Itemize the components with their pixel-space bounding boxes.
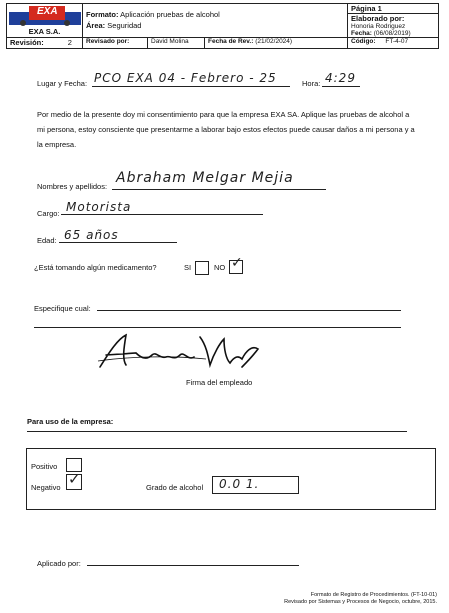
firma-label: Firma del empleado bbox=[186, 378, 253, 387]
signature-icon bbox=[96, 331, 262, 375]
formato-value: Aplicación pruebas de alcohol bbox=[120, 10, 220, 19]
area-label: Área: bbox=[86, 21, 106, 30]
nombre-line bbox=[112, 189, 326, 190]
revision-cell bbox=[7, 38, 83, 49]
footer-line-2: Revisado por Sistemas y Procesos de Negocio, octubre, 2015. bbox=[284, 599, 437, 605]
negativo-label: Negativo bbox=[31, 483, 61, 492]
no-checkmark: ✓ bbox=[231, 255, 244, 271]
medicamento-label: ¿Está tomando algún medicamento? bbox=[34, 263, 157, 272]
revision-value: 2 bbox=[67, 38, 72, 47]
si-label: SI bbox=[184, 263, 192, 272]
revisado-label-cell bbox=[83, 38, 148, 49]
cargo-value[interactable]: Motorista bbox=[66, 200, 132, 214]
footer-line-1: Formato de Registro de Procedimientos. (FT-10-01) bbox=[310, 592, 437, 598]
consent-text: Por medio de la presente doy mi consentimiento para que la empresa EXA SA. Aplique las pruebas de alcohol a mi persona, estoy consciente que presentarme a laborar bajo estos efectos puede causar daños a mi persona y a la empresa. bbox=[37, 110, 415, 149]
logo-text: EXA bbox=[37, 6, 58, 17]
fecha-value: (06/08/2019) bbox=[373, 30, 411, 37]
especifique-line-1 bbox=[97, 310, 401, 311]
lugar-value[interactable]: PCO EXA 04 - Febrero - 25 bbox=[94, 71, 277, 85]
fecha-label: Fecha: bbox=[351, 30, 372, 37]
edad-value[interactable]: 65 años bbox=[64, 228, 119, 242]
codigo-cell bbox=[348, 38, 439, 49]
especifique-line-2 bbox=[34, 327, 401, 328]
cargo-label: Cargo: bbox=[37, 209, 60, 218]
page-info-cell bbox=[348, 4, 439, 38]
edad-label: Edad: bbox=[37, 236, 57, 245]
fecha-rev-label: Fecha de Rev.: bbox=[208, 38, 254, 45]
hora-label: Hora: bbox=[302, 79, 321, 88]
cargo-line bbox=[61, 214, 263, 215]
empresa-line bbox=[27, 431, 407, 432]
no-label: NO bbox=[214, 263, 226, 272]
elaborado-name: Honoria Rodriguez bbox=[351, 23, 406, 30]
si-checkbox[interactable] bbox=[195, 261, 209, 275]
fecha-rev-value: (21/02/2024) bbox=[255, 38, 293, 45]
grado-field[interactable] bbox=[212, 476, 299, 494]
area-value: Seguridad bbox=[107, 21, 142, 30]
grado-label: Grado de alcohol bbox=[146, 483, 204, 492]
header-table bbox=[6, 3, 439, 49]
codigo-label: Código: bbox=[351, 38, 376, 45]
lugar-line bbox=[92, 86, 290, 87]
edad-line bbox=[59, 242, 177, 243]
grado-value: 0.0 1. bbox=[219, 477, 260, 491]
revision-label: Revisión: bbox=[10, 38, 44, 47]
negativo-checkmark: ✓ bbox=[68, 470, 82, 488]
revisado-value-cell bbox=[148, 38, 205, 49]
empresa-title: Para uso de la empresa: bbox=[27, 417, 114, 426]
negativo-checkbox[interactable] bbox=[66, 470, 82, 490]
nombre-label: Nombres y apellidos: bbox=[37, 182, 108, 191]
empresa-box bbox=[26, 448, 436, 510]
aplicado-label: Aplicado por: bbox=[37, 559, 81, 568]
aplicado-line bbox=[87, 565, 299, 566]
especifique-label: Especifique cual: bbox=[34, 304, 91, 313]
pagina: Página 1 bbox=[348, 4, 438, 14]
lugar-label: Lugar y Fecha: bbox=[37, 79, 88, 88]
hora-line bbox=[322, 86, 360, 87]
nombre-value[interactable]: Abraham Melgar Mejia bbox=[116, 170, 294, 186]
positivo-label: Positivo bbox=[31, 462, 58, 471]
logo-cell bbox=[7, 4, 83, 38]
revisado-label: Revisado por: bbox=[86, 38, 130, 45]
company-name: EXA S.A. bbox=[28, 27, 61, 36]
codigo-value: FT-4-07 bbox=[385, 38, 409, 45]
footer bbox=[284, 592, 437, 606]
hora-value[interactable]: 4:29 bbox=[325, 71, 356, 85]
no-checkbox[interactable] bbox=[229, 255, 244, 274]
elaborado-label: Elaborado por: bbox=[351, 14, 405, 23]
revisado-value: David Molina bbox=[151, 38, 189, 45]
formato-label: Formato: bbox=[86, 10, 119, 19]
format-cell bbox=[83, 4, 348, 38]
fecha-rev-cell bbox=[205, 38, 348, 49]
